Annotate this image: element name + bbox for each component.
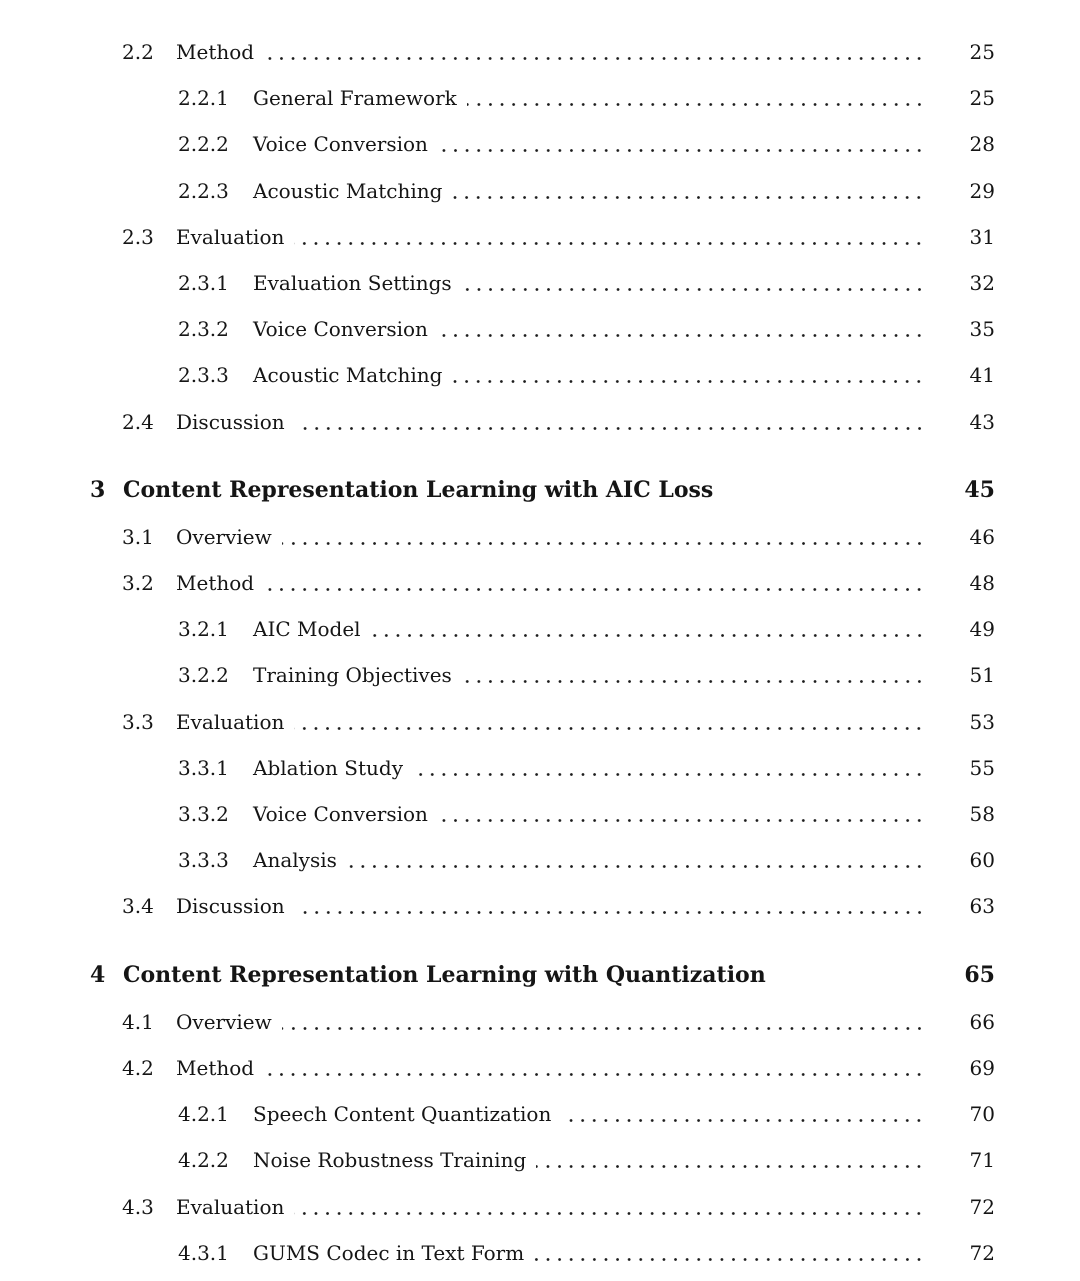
toc-entry-title: Acoustic Matching — [253, 178, 443, 203]
toc-entry-title: Evaluation Settings — [253, 270, 452, 295]
toc-entry[interactable] — [0, 791, 995, 837]
dot-leader — [536, 1164, 925, 1169]
dot-leader — [294, 726, 925, 731]
toc-entry-page: 46 — [969, 524, 995, 549]
toc-entry-number: 2.2 — [122, 40, 154, 64]
toc-entry-title: Discussion — [176, 409, 285, 434]
toc-entry[interactable] — [0, 121, 995, 167]
toc-entry-page: 43 — [969, 409, 995, 434]
toc-entry-page: 66 — [969, 1009, 995, 1034]
toc-entry-title: Method — [176, 40, 255, 64]
toc-entry-title: Overview — [176, 524, 272, 549]
toc-entry-page: 63 — [969, 894, 995, 919]
toc-entry-title: GUMS Codec in Text Form — [253, 1240, 525, 1265]
toc-entry-page: 51 — [969, 663, 995, 688]
toc-entry-page: 29 — [969, 178, 995, 203]
toc-entry[interactable] — [0, 606, 995, 652]
dot-leader — [294, 241, 925, 246]
toc-entry-title: Content Representation Learning with AIC Loss — [123, 476, 714, 503]
toc-entry[interactable] — [0, 953, 995, 999]
toc-entry-page: 31 — [969, 224, 995, 249]
toc-entry-page: 32 — [969, 270, 995, 295]
toc-entry-page: 35 — [969, 317, 995, 342]
toc-entry-page: 28 — [969, 132, 995, 157]
toc-entry-title: Discussion — [176, 894, 285, 919]
dot-leader — [561, 1118, 925, 1123]
toc-entry-page: 60 — [969, 848, 995, 873]
toc-entry-title: Voice Conversion — [253, 317, 428, 342]
toc-entry-number: 4.3 — [122, 1194, 154, 1219]
toc-entry-page: 58 — [969, 802, 995, 826]
toc-entry[interactable] — [0, 352, 995, 398]
toc-entry-number: 3.1 — [122, 524, 154, 549]
toc-entry-title: Content Representation Learning with Quantization — [123, 961, 766, 988]
toc-entry-number: 3.3.1 — [178, 755, 229, 780]
dot-leader — [534, 1257, 925, 1262]
toc-entry[interactable] — [0, 1091, 995, 1137]
toc-entry-page: 71 — [969, 1148, 995, 1173]
toc-entry-title: Analysis — [253, 848, 337, 873]
toc-entry[interactable] — [0, 652, 995, 698]
toc-entry-page: 45 — [964, 476, 995, 503]
dot-leader — [462, 679, 925, 684]
dot-leader — [413, 772, 925, 777]
dot-leader — [371, 633, 925, 638]
toc-entry-number: 2.2.3 — [178, 178, 229, 203]
toc-entry-title: Noise Robustness Training — [253, 1148, 527, 1173]
dot-leader — [462, 287, 925, 292]
toc-entry-title: AIC Model — [253, 617, 361, 642]
dot-leader — [264, 56, 925, 61]
toc-entry[interactable] — [0, 214, 995, 260]
dot-leader — [264, 587, 925, 592]
toc-entry-page: 25 — [969, 86, 995, 111]
toc-entry-number: 2.3.2 — [178, 317, 229, 342]
toc-entry-number: 2.3.1 — [178, 270, 229, 295]
toc-entry-number: 2.3.3 — [178, 363, 229, 388]
toc-entry-title: Overview — [176, 1009, 272, 1034]
toc-entry-page: 72 — [969, 1240, 995, 1265]
toc-entry-page: 69 — [969, 1055, 995, 1080]
dot-leader — [282, 541, 925, 546]
toc-entry[interactable] — [0, 168, 995, 214]
toc-entry-page: 49 — [969, 617, 995, 642]
toc-entry[interactable] — [0, 1045, 995, 1091]
dot-leader — [452, 379, 925, 384]
toc-entry[interactable] — [0, 999, 995, 1045]
toc-entry-number: 2.4 — [122, 409, 154, 434]
toc-entry-number: 2.3 — [122, 224, 154, 249]
toc-entry-number: 4.2.2 — [178, 1148, 229, 1173]
toc-entry[interactable] — [0, 1184, 995, 1230]
dot-leader — [347, 864, 925, 869]
dot-leader — [452, 195, 925, 200]
toc-entry-title: Method — [176, 571, 255, 596]
table-of-contents — [0, 29, 995, 1276]
toc-entry-title: Evaluation — [176, 224, 285, 249]
toc-entry-number: 2.2.2 — [178, 132, 229, 157]
toc-entry-page: 55 — [969, 755, 995, 780]
toc-entry[interactable] — [0, 468, 995, 514]
dot-leader — [467, 102, 925, 107]
toc-entry-number: 4.1 — [122, 1009, 154, 1034]
toc-entry-number: 2.2.1 — [178, 86, 229, 111]
toc-entry-title: General Framework — [253, 86, 457, 111]
toc-entry[interactable] — [0, 260, 995, 306]
toc-entry-page: 25 — [969, 40, 995, 64]
toc-entry-title: Voice Conversion — [253, 802, 428, 826]
dot-leader — [295, 910, 925, 915]
dot-leader — [294, 1211, 925, 1216]
dot-leader — [295, 426, 925, 431]
toc-entry-page: 41 — [969, 363, 995, 388]
toc-entry-number: 4.3.1 — [178, 1240, 229, 1265]
toc-entry-number: 3.3 — [122, 709, 154, 734]
toc-entry-page: 72 — [969, 1194, 995, 1219]
toc-entry-number: 3.2.1 — [178, 617, 229, 642]
toc-entry[interactable] — [0, 1137, 995, 1183]
toc-entry-number: 4.2.1 — [178, 1102, 229, 1127]
toc-entry-number: 3 — [90, 476, 106, 503]
toc-entry-title: Evaluation — [176, 1194, 285, 1219]
toc-entry-page: 48 — [969, 571, 995, 596]
toc-entry-title: Training Objectives — [253, 663, 452, 688]
toc-entry[interactable] — [0, 75, 995, 121]
toc-entry-number: 3.2.2 — [178, 663, 229, 688]
dot-leader — [282, 1026, 925, 1031]
toc-entry[interactable] — [0, 514, 995, 560]
toc-entry[interactable] — [0, 1230, 995, 1276]
dot-leader — [723, 494, 925, 499]
toc-entry-number: 4.2 — [122, 1055, 154, 1080]
dot-leader — [438, 818, 925, 823]
toc-entry-title: Ablation Study — [253, 755, 403, 780]
toc-entry-number: 4 — [90, 961, 106, 988]
toc-entry-number: 3.2 — [122, 571, 154, 596]
toc-entry[interactable] — [0, 306, 995, 352]
toc-entry-title: Speech Content Quantization — [253, 1102, 552, 1127]
toc-entry-number: 3.3.3 — [178, 848, 229, 873]
toc-entry[interactable] — [0, 699, 995, 745]
toc-entry-title: Acoustic Matching — [253, 363, 443, 388]
toc-entry-title: Method — [176, 1055, 255, 1080]
dot-leader — [776, 979, 925, 984]
toc-entry[interactable] — [0, 837, 995, 883]
toc-entry[interactable] — [0, 399, 995, 445]
toc-entry[interactable] — [0, 745, 995, 791]
toc-entry-title: Evaluation — [176, 709, 285, 734]
toc-entry[interactable] — [0, 29, 995, 75]
dot-leader — [438, 148, 925, 153]
toc-entry[interactable] — [0, 883, 995, 929]
toc-entry-number: 3.3.2 — [178, 802, 229, 826]
toc-entry-page: 53 — [969, 709, 995, 734]
toc-entry-title: Voice Conversion — [253, 132, 428, 157]
toc-entry-page: 65 — [964, 961, 995, 988]
toc-entry-number: 3.4 — [122, 894, 154, 919]
dot-leader — [264, 1072, 925, 1077]
toc-entry-page: 70 — [969, 1102, 995, 1127]
toc-entry[interactable] — [0, 560, 995, 606]
dot-leader — [438, 333, 925, 338]
